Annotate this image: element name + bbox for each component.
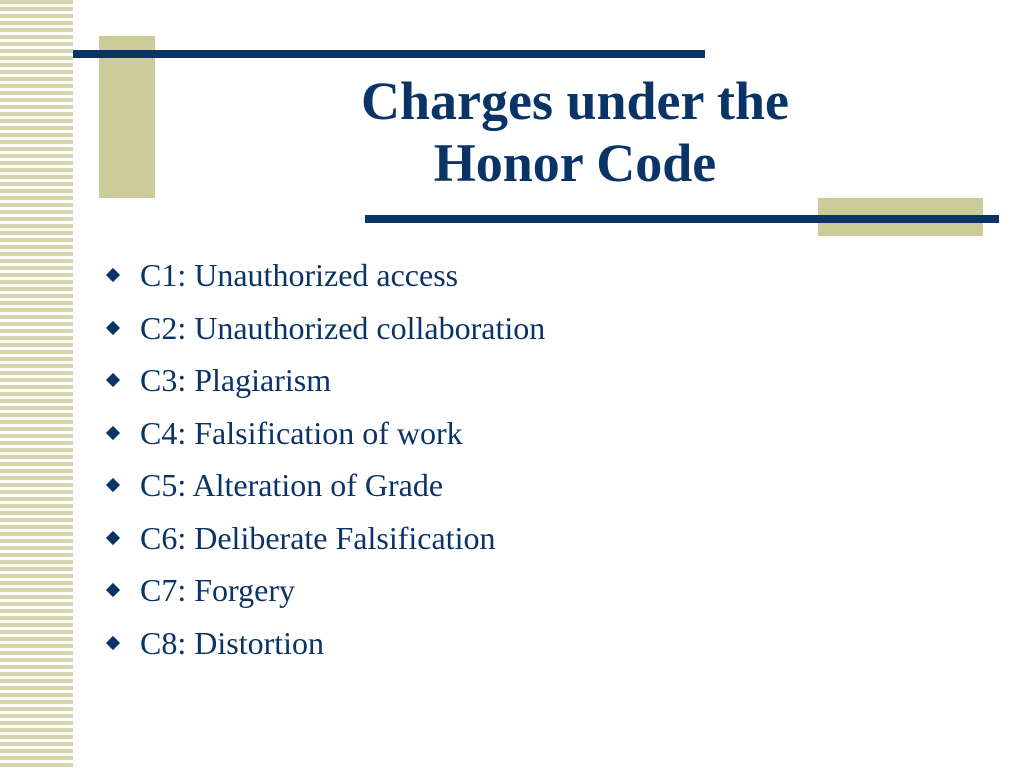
title-bottom-rule (365, 215, 999, 223)
diamond-bullet-icon (106, 373, 120, 387)
charges-list (104, 249, 545, 669)
charge-text: C3: Plagiarism (140, 362, 332, 398)
diamond-bullet-icon (106, 478, 120, 492)
charge-item-c5 (104, 459, 545, 512)
diamond-bullet-icon (106, 530, 120, 544)
charge-text: C4: Falsification of work (140, 414, 463, 451)
charge-item-c4 (104, 407, 545, 460)
charge-item-c1 (104, 249, 545, 302)
charge-text: C7: Forgery (140, 572, 295, 608)
diamond-bullet-icon (106, 268, 120, 282)
charge-text: C6: Deliberate Falsification (140, 519, 496, 556)
title-top-rule (73, 50, 705, 58)
charge-item-c8 (104, 617, 545, 670)
slide-title-line-2: Honor Code (433, 133, 717, 193)
charge-item-c2 (104, 302, 545, 355)
charge-item-c7 (104, 564, 545, 617)
diamond-bullet-icon (106, 425, 120, 439)
slide-title-line-1: Charges under the (360, 71, 790, 131)
charge-text: C5: Alteration of Grade (140, 467, 444, 503)
charge-item-c3 (104, 354, 545, 407)
charge-text: C1: Unauthorized access (140, 257, 459, 293)
diamond-bullet-icon (106, 320, 120, 334)
charge-text: C2: Unauthorized collaboration (140, 309, 546, 346)
decorative-block-left (99, 36, 155, 198)
diamond-bullet-icon (106, 635, 120, 649)
slide-title (330, 70, 820, 194)
charge-item-c6 (104, 512, 545, 565)
charge-text: C8: Distortion (140, 624, 325, 661)
diamond-bullet-icon (106, 583, 120, 597)
decorative-stripe-band (0, 0, 73, 768)
